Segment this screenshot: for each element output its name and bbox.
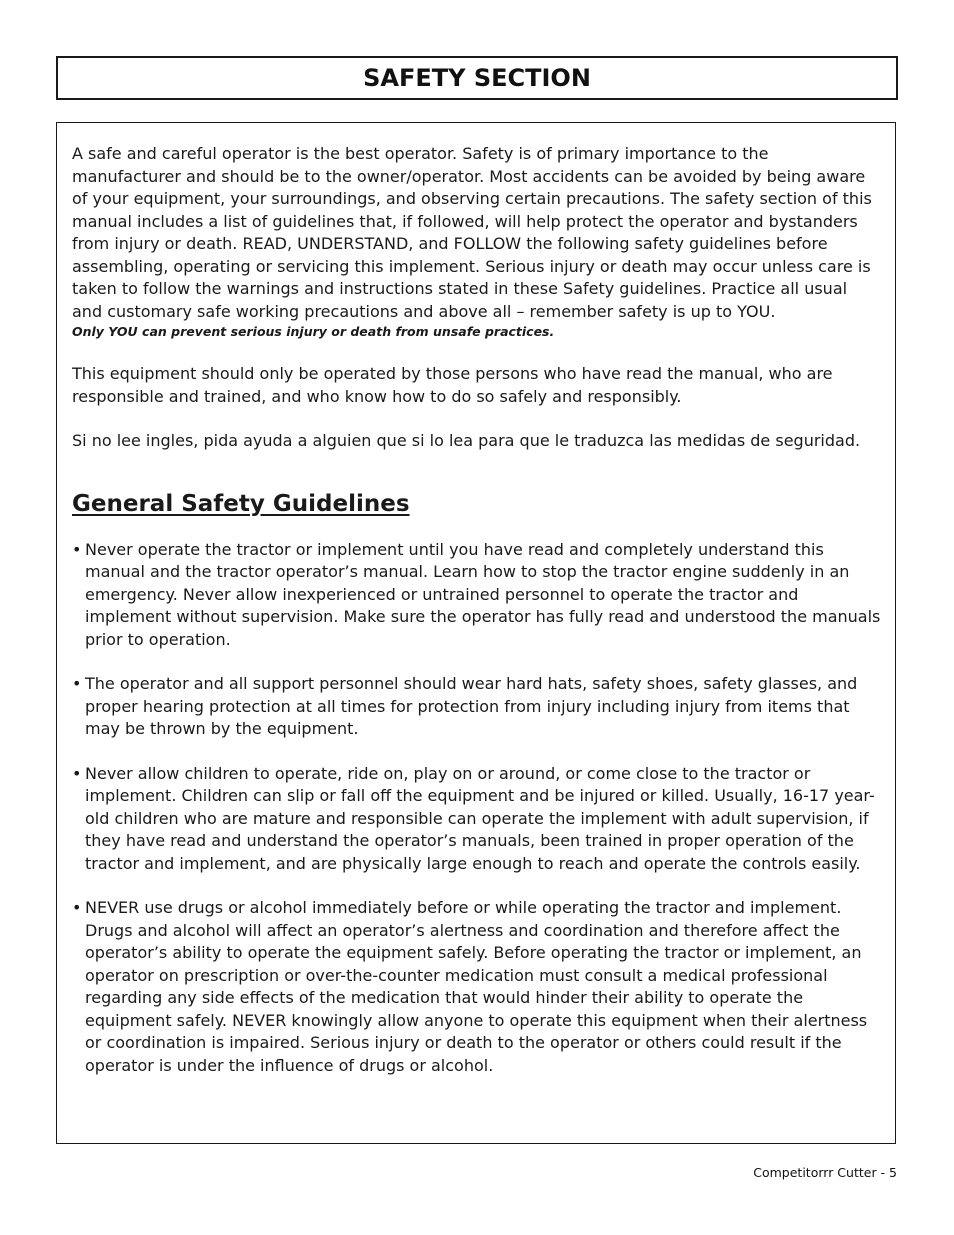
page-footer: Competitorrr Cutter - 5: [753, 1165, 897, 1180]
list-item: [72, 897, 881, 1077]
bullet-icon: •: [72, 539, 82, 559]
bullet-icon: •: [72, 898, 82, 917]
list-item: [72, 673, 881, 741]
list-item: [72, 539, 881, 652]
intro-emphasis: Only YOU can prevent serious injury or death from unsafe practices.: [72, 324, 555, 339]
list-item-text: Never operate the tractor or implement until you have read and completely understand this manual and the tractor operator’s manual. Learn how to stop the tractor engine suddenly in an emergency. Never allow inexperienced or untrained personnel to operate the tractor and implement without supervision. Make sure the operator has fully read and understood the manuals prior to operation.: [85, 539, 881, 649]
page-title: SAFETY SECTION: [363, 64, 591, 92]
list-item-text: Never allow children to operate, ride on, play on or around, or come close to the tractor or implement. Children can slip or fall off the equipment and be injured or killed. Usually, 16-17 year-old children who are mature and responsible can operate the implement with adult supervision, if they have read and understand the operator’s manuals, been trained in proper operation of the tractor and implement, and are physically large enough to reach and operate the controls easily.: [85, 763, 875, 873]
intro-paragraph: A safe and careful operator is the best operator. Safety is of primary importance to the manufacturer and should be to the owner/operator. Most accidents can be avoided by being aware of your equipment, your surroundings, and observing certain precautions. The safety section of this manual includes a list of guidelines that, if followed, will help protect the operator and bystanders from injury or death. READ, UNDERSTAND, and FOLLOW the following safety guidelines before assembling, operating or servicing this implement. Serious injury or death may occur unless care is taken to follow the warnings and instructions stated in these Safety guidelines. Practice all usual and customary safe working precautions and above all – remember safety is up to YOU.: [72, 144, 872, 321]
spacer: [72, 408, 881, 430]
page-title-box: [56, 56, 898, 100]
bullet-icon: •: [72, 763, 82, 783]
list-item-text: NEVER use drugs or alcohol immediately before or while operating the tractor and implement. Drugs and alcohol will affect an operator’s alertness and coordination and therefore affect the operator’s ability to operate the equipment safely. Before operating the tractor or implement, an operator on prescription or over-the-counter medication must consult a medical professional regarding any side effects of the medication that would hinder their ability to operate the equipment safely. NEVER knowingly allow anyone to operate this equipment when their alertness or coordination is impaired. Serious injury or death to the operator or others could result if the operator is under the influence of drugs or alcohol.: [85, 898, 868, 1075]
spacer: [72, 341, 881, 363]
section-heading: General Safety Guidelines: [72, 490, 410, 517]
guidelines-list: [72, 539, 881, 1078]
list-item-text: The operator and all support personnel should wear hard hats, safety shoes, safety glasses, and proper hearing protection at all times for protection from injury including injury from items that may be thrown by the equipment.: [85, 674, 858, 738]
operator-note: This equipment should only be operated by those persons who have read the manual, who are responsible and trained, and who know how to do so safely and responsibly.: [72, 364, 833, 406]
safety-content-box: [56, 122, 896, 1144]
list-item: [72, 763, 881, 876]
spanish-note: Si no lee ingles, pida ayuda a alguien que si lo lea para que le traduzca las medidas de seguridad.: [72, 431, 861, 450]
bullet-icon: •: [72, 674, 82, 693]
